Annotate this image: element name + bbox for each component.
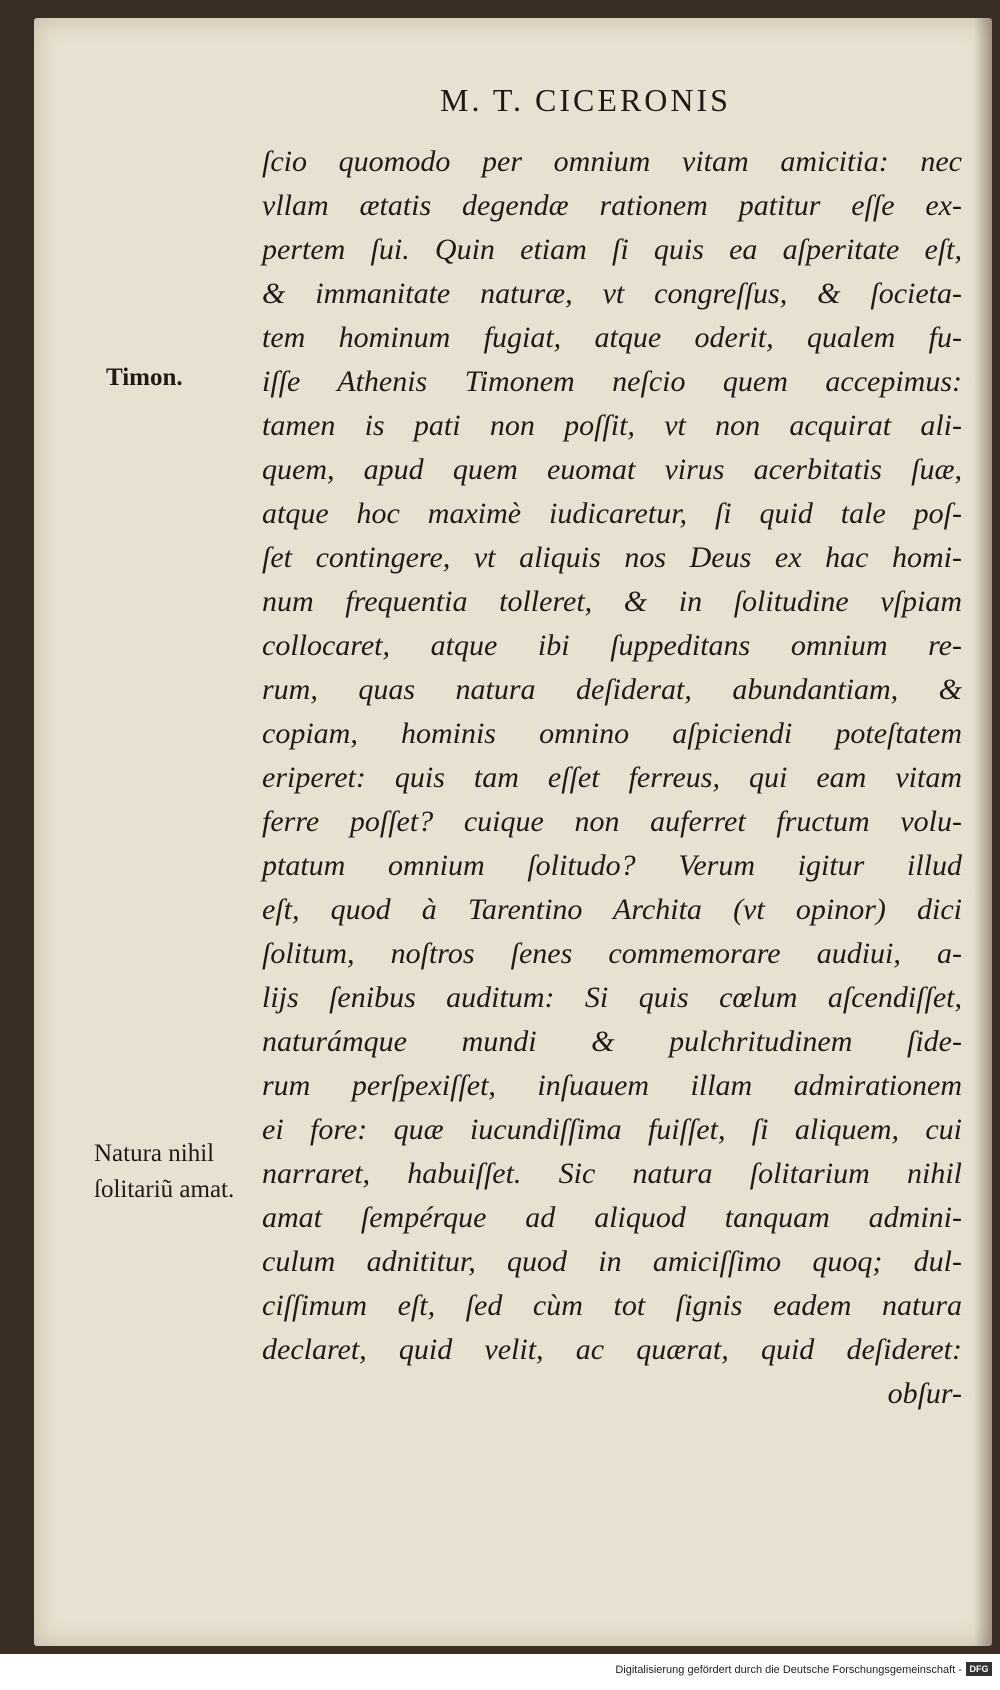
text-line: naturámque mundi & pulchritudinem ſide- [262, 1025, 962, 1058]
text-line: ei fore: quæ iucundiſſima fuiſſet, ſi aliquem, cui [262, 1113, 962, 1146]
main-text-block [262, 140, 962, 1416]
text-line: iſſe Athenis Timonem neſcio quem accepimus: [262, 365, 962, 398]
running-title: M. T. CICERONIS [440, 82, 731, 118]
margin-note-line: ſolitariũ amat. [94, 1176, 235, 1203]
digitization-footer [0, 1654, 1000, 1690]
text-line: lijs ſenibus auditum: Si quis cœlum aſcendiſſet, [262, 981, 962, 1014]
text-line: culum adnititur, quod in amiciſſimo quoq; dul- [262, 1245, 962, 1278]
text-line: quem, apud quem euomat virus acerbitatis ſuæ, [262, 453, 962, 486]
text-line: & immanitate naturæ, vt congreſſus, & ſocieta- [262, 277, 962, 310]
text-line: rum, quas natura deſiderat, abundantiam, & [262, 673, 962, 706]
text-line: declaret, quid velit, ac quærat, quid deſideret: [262, 1333, 962, 1366]
text-line: narraret, habuiſſet. Sic natura ſolitarium nihil [262, 1157, 962, 1190]
text-line: rum perſpexiſſet, inſuauem illam admirationem [262, 1069, 962, 1102]
text-line: ptatum omnium ſolitudo? Verum igitur illud [262, 849, 962, 882]
text-line: copiam, hominis omnino aſpiciendi poteſtatem [262, 717, 962, 750]
text-line: ſet contingere, vt aliquis nos Deus ex hac homi- [262, 541, 962, 574]
text-line: num frequentia tolleret, & in ſolitudine vſpiam [262, 585, 962, 618]
margin-note-timon: Timon. [106, 364, 183, 391]
dfg-logo-icon: DFG [966, 1662, 992, 1676]
text-line: tem hominum fugiat, atque oderit, qualem fu- [262, 321, 962, 354]
margin-note-line: Natura nihil [94, 1140, 215, 1167]
text-line: ſolitum, noſtros ſenes commemorare audiui, a- [262, 937, 962, 970]
margin-note-natura [94, 1136, 234, 1208]
text-line: ſcio quomodo per omnium vitam amicitia: nec [262, 145, 962, 178]
text-line: pertem ſui. Quin etiam ſi quis ea aſperitate eſt, [262, 233, 962, 266]
text-line: ciſſimum eſt, ſed cùm tot ſignis eadem natura [262, 1289, 962, 1322]
text-line: collocaret, atque ibi ſuppeditans omnium re- [262, 629, 962, 662]
text-line: tamen is pati non poſſit, vt non acquirat ali- [262, 409, 962, 442]
text-line: eſt, quod à Tarentino Archita (vt opinor) dici [262, 893, 962, 926]
text-line: vllam ætatis degendæ rationem patitur eſſe ex- [262, 189, 962, 222]
funding-credit: Digitalisierung gefördert durch die Deutsche Forschungsgemeinschaft - [615, 1664, 962, 1676]
catchword: obſur- [887, 1377, 962, 1410]
text-line: eriperet: quis tam eſſet ferreus, qui eam vitam [262, 761, 962, 794]
text-line: atque hoc maximè iudicaretur, ſi quid tale poſ- [262, 497, 962, 530]
text-line: ferre poſſet? cuique non auferret fructum volu- [262, 805, 962, 838]
text-line: amat ſempérque ad aliquod tanquam admini- [262, 1201, 962, 1234]
page-gutter-shadow [974, 18, 992, 1646]
